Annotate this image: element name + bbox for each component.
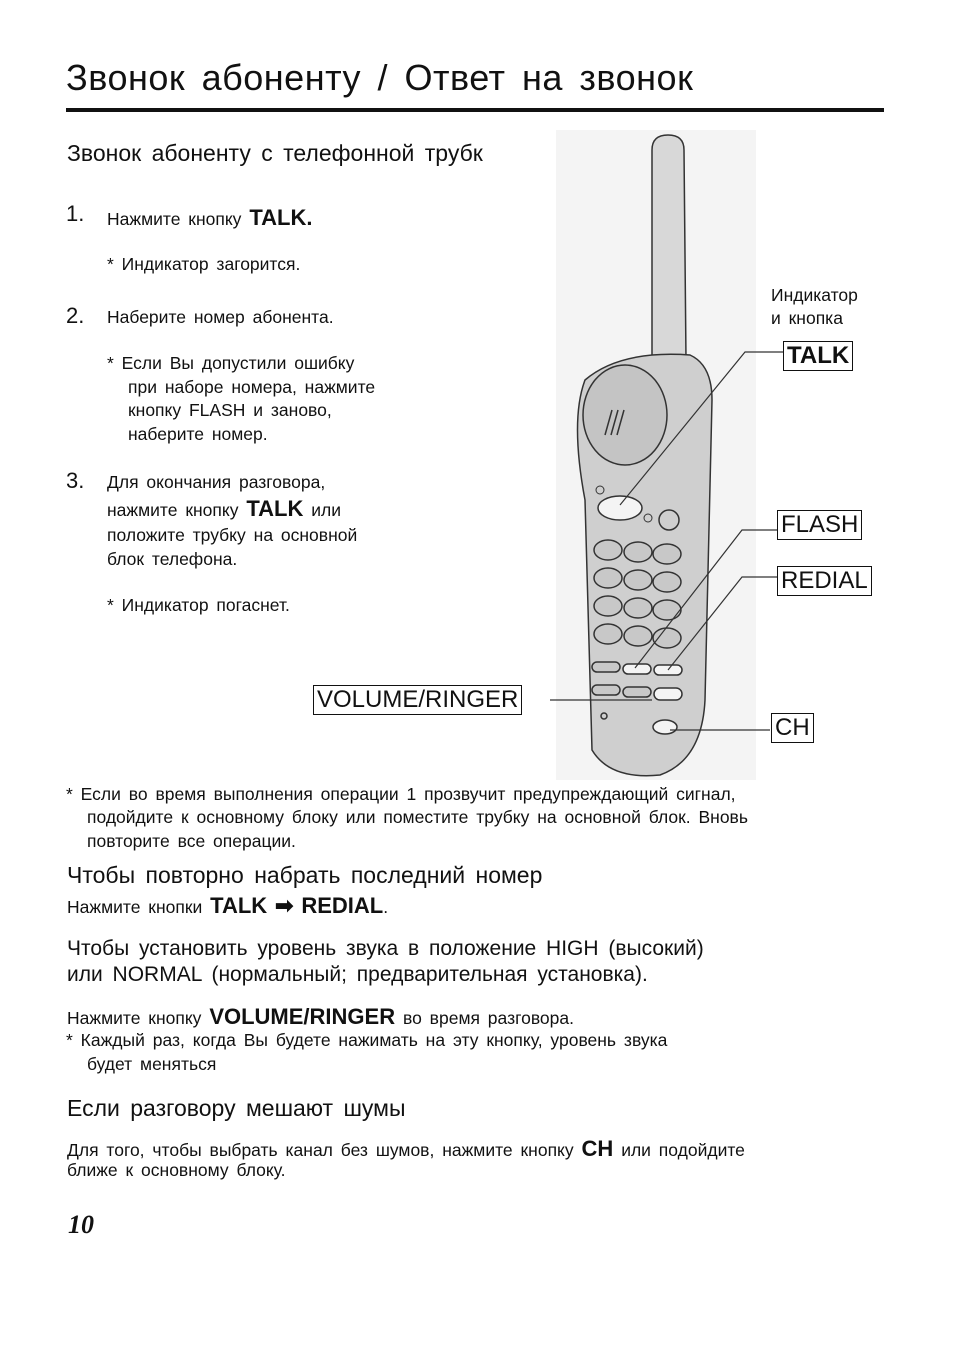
step-note: при наборе номера, нажмите xyxy=(128,377,376,397)
volume-heading: Чтобы установить уровень звука в положение HIGH (высокий) xyxy=(67,937,704,960)
step-text: положите трубку на основной xyxy=(107,525,358,545)
indicator-label: Индикатор xyxy=(771,285,858,305)
noise-text: ближе к основному блоку. xyxy=(67,1160,286,1180)
warning-note: подойдите к основному блоку или поместите трубку на основной блок. Вновь xyxy=(87,807,748,827)
volume-heading: или NORMAL (нормальный; предварительная установка). xyxy=(67,963,648,986)
noise-text: Для того, чтобы выбрать канал без шумов, нажмите кнопку CH или подойдите xyxy=(67,1136,745,1161)
volume-text: Нажмите кнопку VOLUME/RINGER во время разговора. xyxy=(67,1004,574,1029)
warning-note: * Если во время выполнения операции 1 прозвучит предупреждающий сигнал, xyxy=(66,784,736,804)
step-note: * Индикатор погаснет. xyxy=(107,595,290,615)
volume-note: будет меняться xyxy=(87,1054,217,1074)
antenna xyxy=(652,135,686,360)
section-heading: Звонок абоненту с телефонной трубк xyxy=(67,140,483,166)
volume-note: * Каждый раз, когда Вы будете нажимать на эту кнопку, уровень звука xyxy=(66,1030,668,1050)
warning-note: повторите все операции. xyxy=(87,831,296,851)
talk-button xyxy=(598,496,642,520)
step-note: наберите номер. xyxy=(128,424,268,444)
step-text: нажмите кнопку TALK или xyxy=(107,496,342,521)
redial-callout: REDIAL xyxy=(777,566,872,596)
noise-heading: Если разговору мешают шумы xyxy=(67,1095,406,1121)
arrow-right-icon: ➡ xyxy=(275,893,294,918)
step-number: 1. xyxy=(66,201,85,226)
step-note: * Если Вы допустили ошибку xyxy=(107,353,355,373)
step-note: * Индикатор загорится. xyxy=(107,254,301,274)
volume-ringer-callout: VOLUME/RINGER xyxy=(313,685,522,715)
talk-callout: TALK xyxy=(783,341,853,371)
talk-key: TALK. xyxy=(249,205,313,230)
indicator-label: и кнопка xyxy=(771,308,843,328)
step-text: Наберите номер абонента. xyxy=(107,307,334,327)
step-text: блок телефона. xyxy=(107,549,238,569)
step-text: Для окончания разговора, xyxy=(107,472,326,492)
ch-callout: CH xyxy=(771,713,814,743)
step-number: 2. xyxy=(66,303,85,328)
page-title: Звонок абоненту / Ответ на звонок xyxy=(66,57,694,98)
page-number: 10 xyxy=(68,1210,94,1239)
step-text: Нажмите кнопку TALK. xyxy=(107,205,313,230)
earpiece xyxy=(583,365,667,465)
step-number: 3. xyxy=(66,468,85,493)
redial-text: Нажмите кнопки TALK ➡ REDIAL. xyxy=(67,893,389,918)
flash-callout: FLASH xyxy=(777,510,862,540)
step-note: кнопку FLASH и заново, xyxy=(128,400,332,420)
redial-heading: Чтобы повторно набрать последний номер xyxy=(67,862,543,888)
